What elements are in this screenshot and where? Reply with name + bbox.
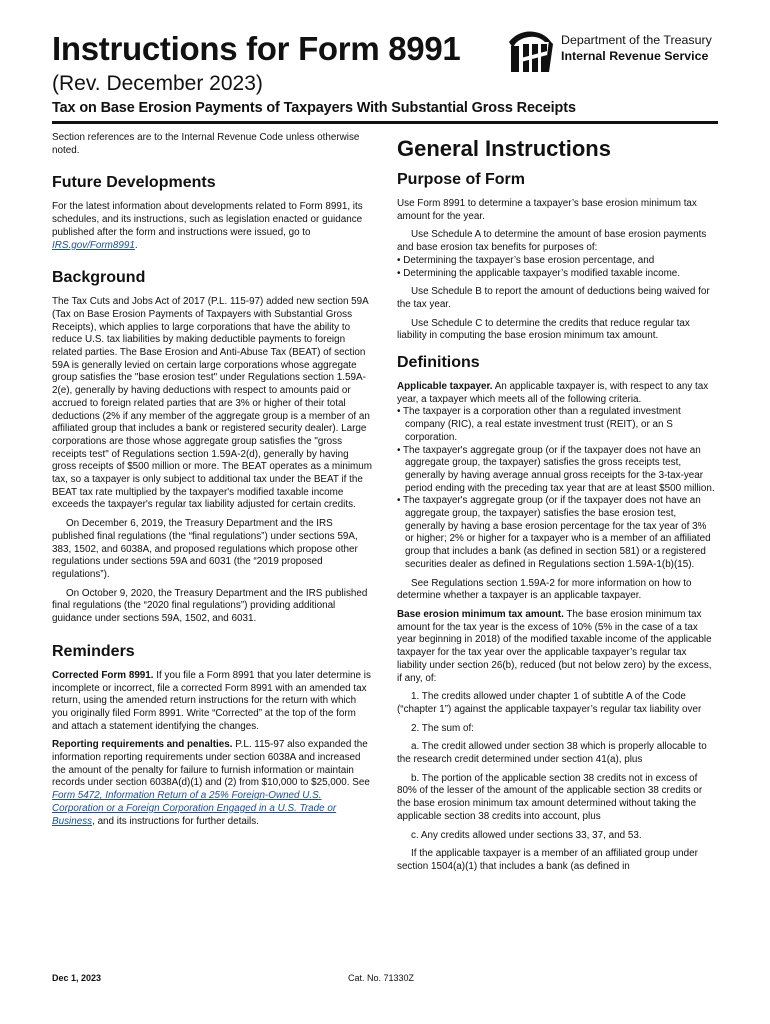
purpose-bullet-2: • Determining the applicable taxpayer’s modified taxable income. xyxy=(397,267,681,279)
department-line: Department of the Treasury xyxy=(561,33,712,47)
bemta-label: Base erosion minimum tax amount. xyxy=(397,608,564,620)
future-end: . xyxy=(134,239,138,251)
title-rule xyxy=(52,121,718,124)
reporting-text: P.L. 115-97 also expanded the information reporting requirements under section 6038A and increased the amount of the penalty for failure to furnish information or maintain records under section 6038A(d)(1) and (2) from $10,000 to $25,000. See xyxy=(52,739,370,789)
list-item-a: a. The credit allowed under section 38 which is properly allocable to the research credit determined under section 41(a), plus xyxy=(397,741,707,766)
background-heading: Background xyxy=(52,269,146,287)
document-subtitle: Tax on Base Erosion Payments of Taxpayers With Substantial Gross Receipts xyxy=(52,100,576,116)
footer-date: Dec 1, 2023 xyxy=(52,973,102,983)
general-instructions-heading: General Instructions xyxy=(397,136,611,161)
background-paragraph-3: On October 9, 2020, the Treasury Department and the IRS published final regulations (the “2020 final regulations”) providing additional guidance under sections 59A, 1502, and 6031. xyxy=(52,587,368,625)
list-item-c: c. Any credits allowed under sections 33, 37, and 53. xyxy=(411,829,642,841)
revision-date: (Rev. December 2023) xyxy=(52,72,263,95)
left-column xyxy=(52,132,372,834)
definition-bullet-2: • The taxpayer's aggregate group (or if the taxpayer does not have an aggregate group, the taxpayer) satisfies the gross receipts test, generally by having average annual gross receipts for the 3-tax-year period ending with the preceding tax year that are at least $500 million. xyxy=(397,444,715,494)
future-text: For the latest information about developments related to Form 8991, its schedules, and its instructions, such as legislation enacted or guidance published after the form and instructions were issued, go to xyxy=(52,201,363,238)
purpose-paragraph-3: Use Schedule B to report the amount of deductions being waived for the tax year. xyxy=(397,286,710,310)
list-item-2: 2. The sum of: xyxy=(411,722,474,734)
purpose-bullet-1: • Determining the taxpayer’s base erosion percentage, and xyxy=(397,254,655,266)
corrected-form-paragraph xyxy=(52,670,372,734)
reporting-end: , and its instructions for further details. xyxy=(92,815,259,827)
purpose-of-form-heading: Purpose of Form xyxy=(397,171,526,188)
corrected-form-text: If you file a Form 8991 that you later determine is incomplete or incorrect, file a corrected Form 8991 with an amended tax return, using the amended return instructions for the return with which you originally filed Form 8991. Write “Corrected” at the top of the form and attach a statement identifying the changes. xyxy=(52,669,371,732)
definition-bullet-1: • The taxpayer is a corporation other than a regulated investment company (RIC), a real estate investment trust (REIT), or an S corporation. xyxy=(397,406,681,443)
form-5472-link[interactable]: Form 5472, Information Return of a 25% Foreign-Owned U.S. Corporation or a Foreign Corporation Engaged in a U.S. Trade or Business xyxy=(52,790,337,827)
corrected-form-label: Corrected Form 8991. xyxy=(52,669,154,681)
bemta-text: The base erosion minimum tax amount for the tax year is the excess of 10% (5% in the case of a tax year beginning in 2018) of the modified taxable income of the applicable taxpayer for the tax year over the applicable taxpayer’s regular tax liability under section 26(b), reduced (but not below zero) by the excess, if any, of: xyxy=(397,608,712,684)
irs-form8991-link[interactable]: IRS.gov/Form8991 xyxy=(52,239,135,251)
applicable-taxpayer-paragraph xyxy=(397,381,717,406)
purpose-paragraph-2: Use Schedule A to determine the amount of base erosion payments and base erosion tax benefits for purposes of: xyxy=(397,229,707,254)
future-developments-heading: Future Developments xyxy=(52,174,216,192)
list-item-1: 1. The credits allowed under chapter 1 of subtitle A of the Code (“chapter 1”) against the applicable taxpayer’s regular tax liability over xyxy=(397,691,702,715)
base-erosion-minimum-tax-paragraph xyxy=(397,609,717,685)
service-line: Internal Revenue Service xyxy=(561,49,709,63)
list-item-b: b. The portion of the applicable section 38 credits not in excess of 80% of the lesser of the amount of the applicable section 38 credits or the base erosion minimum tax amount determined without taking the applicable section 38 credits into account, plus xyxy=(397,772,703,822)
future-developments-text xyxy=(52,201,372,252)
reminders-heading: Reminders xyxy=(52,642,135,660)
applicable-taxpayer-label: Applicable taxpayer. xyxy=(397,381,493,393)
definitions-paragraph-2: See Regulations section 1.59A-2 for more information on how to determine whether a taxpayer is an applicable taxpayer. xyxy=(397,577,692,602)
purpose-paragraph-4: Use Schedule C to determine the credits that reduce regular tax liability in computing the base erosion minimum tax amount. xyxy=(397,317,690,342)
document-title: Instructions for Form 8991 xyxy=(52,30,461,67)
background-paragraph-2: On December 6, 2019, the Treasury Department and the IRS published final regulations (the “final regulations”) under sections 59A, 383, 1502, and 6038A, and proposed regulations which propose other regulations under sections 59A and 6031 (the “2019 proposed regulations”). xyxy=(52,518,358,580)
applicable-taxpayer-text: An applicable taxpayer is, with respect to any tax year, a taxpayer which meets all of the following criteria. xyxy=(397,381,709,405)
affiliated-group-paragraph: If the applicable taxpayer is a member of an affiliated group under section 1504(a)(1) that includes a bank (as defined in xyxy=(397,848,698,872)
agency-name xyxy=(561,32,712,64)
purpose-paragraph-1: Use Form 8991 to determine a taxpayer’s base erosion minimum tax amount for the year. xyxy=(397,198,697,222)
reporting-label: Reporting requirements and penalties. xyxy=(52,739,233,751)
definitions-heading: Definitions xyxy=(397,354,480,372)
footer-catalog-number: Cat. No. 71330Z xyxy=(348,973,415,983)
section-references-note: Section references are to the Internal Revenue Code unless otherwise noted. xyxy=(52,132,360,156)
background-paragraph-1: The Tax Cuts and Jobs Act of 2017 (P.L. 115-97) added new section 59A (Tax on Base Erosion Payments of Taxpayers with Substantial Gross Receipts), which applies to large corporations that have the ability to reduce U.S. tax liabilities by making deductible payments to foreign related parties. The Base Erosion and Anti-Abuse Tax (BEAT) of section 59A is generally levied on certain large corporations whose aggregate group satisfies the "base erosion test" under Regulations section 1.59A-2(e), generally by having deductions with respect to amounts paid or accrued to foreign related parties that are 3% or higher of their total deductions (2% if any member of the aggregate group is a member of an affiliated group that includes a bank or registered security dealer). Large corporations are those whose aggregate group satisfies the "gross receipts test" of Regulations section 1.59A-2(d), generally by having gross receipts of $500 million or more. The BEAT operates as a minimum tax, so a taxpayer is only subject to additional tax under the BEAT if the BEAT tax rate multiplied by the taxpayer's modified taxable income exceeds the taxpayer's regular tax liability adjusted for certain credits. xyxy=(52,296,372,511)
definition-bullet-3: • The taxpayer's aggregate group (or if the taxpayer does not have an aggregate group, the taxpayer) satisfies the base erosion test, generally by having a base erosion percentage for the tax year of 3% or higher; 2% or higher for a taxpayer who is a member of an affiliated group that includes a bank (as defined in section 581) or a registered securities dealer as defined in Regulations section 1.59A-1(b)(15). xyxy=(397,495,711,570)
irs-eagle-logo-icon xyxy=(505,28,555,74)
right-column xyxy=(397,136,717,880)
reporting-requirements-paragraph xyxy=(52,739,372,828)
